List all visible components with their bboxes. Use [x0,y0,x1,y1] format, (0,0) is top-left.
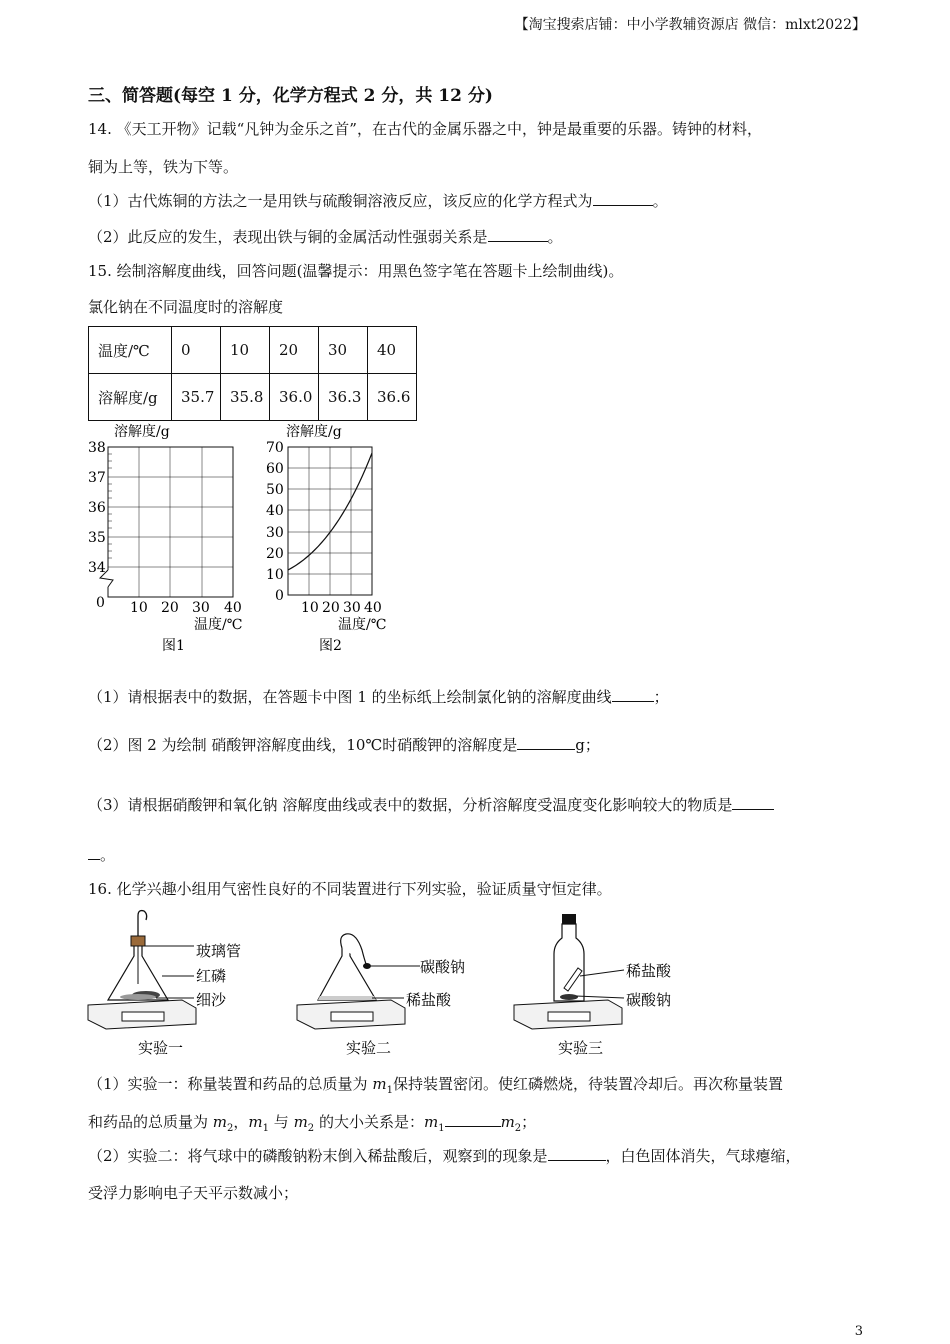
answer-blank[interactable] [732,795,774,810]
glass-tube [138,911,147,936]
fig2-xtick: 30 [343,600,361,616]
bottle-cap [562,914,576,924]
q16-part1-text-c: 和药品的总质量为 [88,1113,213,1131]
mass-subscript: 2 [514,1123,522,1134]
table-cell: 36.3 [319,374,368,421]
fig2-grid [288,447,372,595]
answer-blank[interactable] [548,1146,606,1161]
experiment-apparatus [86,908,696,1060]
q15-part2-text: （2）图 2 为绘制 硝酸钾溶解度曲线，10℃时硝酸钾的溶解度是 [88,736,518,754]
q16-part1-text-b: 保持装置密闭。使红磷燃烧，待装置冷却后。再次称量装置 [392,1075,783,1093]
q16-part1-line2 [88,1111,536,1134]
label-fine-sand: 细沙 [196,991,227,1009]
figure2-graph [266,423,386,654]
table-cell: 36.6 [368,374,417,421]
fig1-origin: 0 [96,595,105,611]
fig2-ytick: 50 [266,482,284,498]
solubility-table [88,326,417,421]
q16-part1-relation: 的大小关系是： [314,1113,424,1131]
q15-part3-continued [88,844,115,865]
page-number: 3 [854,1324,863,1339]
q16-stem: 16. 化学兴趣小组用气密性良好的不同装置进行下列实验，验证质量守恒定律。 [88,880,612,898]
answer-blank[interactable] [488,227,548,242]
fig1-xtick: 10 [130,600,148,616]
fig2-xtick: 10 [301,600,319,616]
table-cell: 40 [368,327,417,374]
table-cell: 20 [270,327,319,374]
mass-symbol: m [372,1075,387,1093]
header-note: 【淘宝搜索店铺：中小学教辅资源店 微信：mlxt2022】 [514,17,866,33]
q15-part2 [88,734,600,755]
answer-blank[interactable] [517,735,575,750]
mass-subscript: 2 [227,1123,234,1134]
fig1-ylabel: 溶解度/g [114,424,170,440]
fig1-grid [108,447,233,597]
fine-sand [120,994,156,1000]
fig2-xtick: 40 [364,600,382,616]
fig1-ytick: 34 [88,560,106,576]
q14-stem-line1: 14. 《天工开物》记载“凡钟为金乐之首”，在古代的金属乐器之中，钟是最重要的乐器。铸钟的材料， [88,120,762,138]
q14-part2-suffix: 。 [547,228,563,246]
section-title: 三、简答题(每空 1 分，化学方程式 2 分，共 12 分) [88,86,493,106]
fig2-ytick: 40 [266,503,284,519]
experiment3-caption: 实验三 [558,1039,604,1057]
mass-subscript: 1 [386,1085,393,1096]
mass-symbol: m [248,1113,263,1131]
table-cell: 10 [221,327,270,374]
label-glass-tube: 玻璃管 [196,942,242,960]
experiment3-apparatus [514,914,672,1057]
label-sodium-carbonate: 碳酸钠 [420,958,466,976]
q16-part2-text-b: ，白色固体消失，气球瘪缩， [605,1147,801,1165]
q14-part1-text: （1）古代炼铜的方法之一是用铁与硫酸铜溶液反应，该反应的化学方程式为 [88,192,593,210]
q15-stem: 15. 绘制溶解度曲线，回答问题(温馨提示：用黑色签字笔在答题卡上绘制曲线)。 [88,262,624,280]
q14-part1 [88,190,668,211]
q16-part2-line1 [88,1145,801,1166]
q14-part2 [88,226,563,247]
experiment2-apparatus [297,934,465,1057]
q15-part1-text: （1）请根据表中的数据，在答题卡中图 1 的坐标纸上绘制氯化钠的溶解度曲线 [88,688,612,706]
answer-blank[interactable] [445,1112,501,1127]
fig1-xtick: 20 [161,600,179,616]
table-header-cell: 温度/℃ [89,327,172,374]
fig2-ytick: 10 [266,567,284,583]
table-row [89,327,417,374]
experiment1-caption: 实验一 [138,1039,184,1057]
dilute-hydrochloric-acid [318,996,376,1000]
fig2-ytick: 70 [266,440,284,456]
fig2-caption: 图2 [319,638,342,654]
fig1-xtick: 40 [224,600,242,616]
balance-display [122,1012,164,1021]
label-dilute-hcl: 稀盐酸 [626,962,672,980]
q15-part1 [88,686,669,707]
mass-symbol: m [293,1113,308,1131]
figure1-graph [88,423,242,654]
sodium-carbonate-solid [560,994,578,1000]
table-cell: 0 [172,327,221,374]
experiment2-caption: 实验二 [346,1039,392,1057]
mass-symbol: m [500,1113,515,1131]
fig1-xlabel: 温度/℃ [194,617,243,633]
table-cell: 35.8 [221,374,270,421]
balance-display [548,1012,590,1021]
label-red-phosphorus: 红磷 [196,967,227,985]
fig2-xlabel: 温度/℃ [338,617,387,633]
conical-flask [318,948,376,1000]
table-cell: 35.7 [172,374,221,421]
answer-blank[interactable] [593,191,653,206]
fig2-ytick: 0 [275,588,284,604]
fig2-xtick: 20 [322,600,340,616]
q15-part2-suffix: g； [575,736,600,754]
fig2-ylabel: 溶解度/g [286,424,342,440]
mass-symbol: m [212,1113,228,1131]
q14-part2-text: （2）此反应的发生，表现出铁与铜的金属活动性强弱关系是 [88,228,488,246]
table-cell: 30 [319,327,368,374]
fig2-ytick: 60 [266,461,284,477]
answer-blank[interactable] [612,687,654,702]
q16-part1-text-a: （1）实验一：称量装置和药品的总质量为 [88,1075,373,1093]
table-cell: 36.0 [270,374,319,421]
mass-subscript: 1 [262,1123,270,1134]
fig1-ytick: 36 [88,500,106,516]
q16-part1-line1 [88,1073,783,1096]
table-row [89,374,417,421]
experiment1-apparatus [88,911,241,1057]
fig2-ytick: 20 [266,546,284,562]
q15-part3-text: （3）请根据硝酸钾和氧化钠 溶解度曲线或表中的数据，分析溶解度受温度变化影响较大的物质是 [88,796,733,814]
fig1-xtick: 30 [192,600,210,616]
q14-stem-line2: 铜为上等，铁为下等。 [88,158,239,176]
mass-subscript: 2 [307,1123,315,1134]
q16-part1-comma: ， [233,1113,249,1131]
table-caption: 氯化钠在不同温度时的溶解度 [88,298,284,316]
q16-part2-text-a: （2）实验二：将气球中的磷酸钠粉末倒入稀盐酸后，观察到的现象是 [88,1147,548,1165]
q15-part1-suffix: ； [653,688,669,706]
fig1-ytick: 35 [88,530,106,546]
solubility-figures [86,420,406,660]
table-header-cell: 溶解度/g [89,374,172,421]
fig2-ytick: 30 [266,525,284,541]
q15-part3 [88,794,774,815]
fig1-plot-frame [108,447,233,597]
q16-part1-end: ； [521,1113,537,1131]
fig1-caption: 图1 [162,638,185,654]
answer-blank[interactable] [88,845,100,860]
sodium-carbonate-powder [363,963,371,969]
rubber-stopper [131,936,145,946]
q15-part3-suffix: 。 [100,846,116,864]
q16-part2-line2: 受浮力影响电子天平示数减小； [88,1184,299,1202]
fig1-ytick: 38 [88,440,106,456]
fig1-ytick: 37 [88,470,106,486]
label-dilute-hcl: 稀盐酸 [406,991,452,1009]
balance-display [331,1012,373,1021]
mass-symbol: m [423,1113,439,1131]
mass-subscript: 1 [438,1123,445,1134]
q16-part1-and: 与 [269,1113,294,1131]
label-sodium-carbonate: 碳酸钠 [626,991,672,1009]
q14-part1-suffix: 。 [652,192,668,210]
